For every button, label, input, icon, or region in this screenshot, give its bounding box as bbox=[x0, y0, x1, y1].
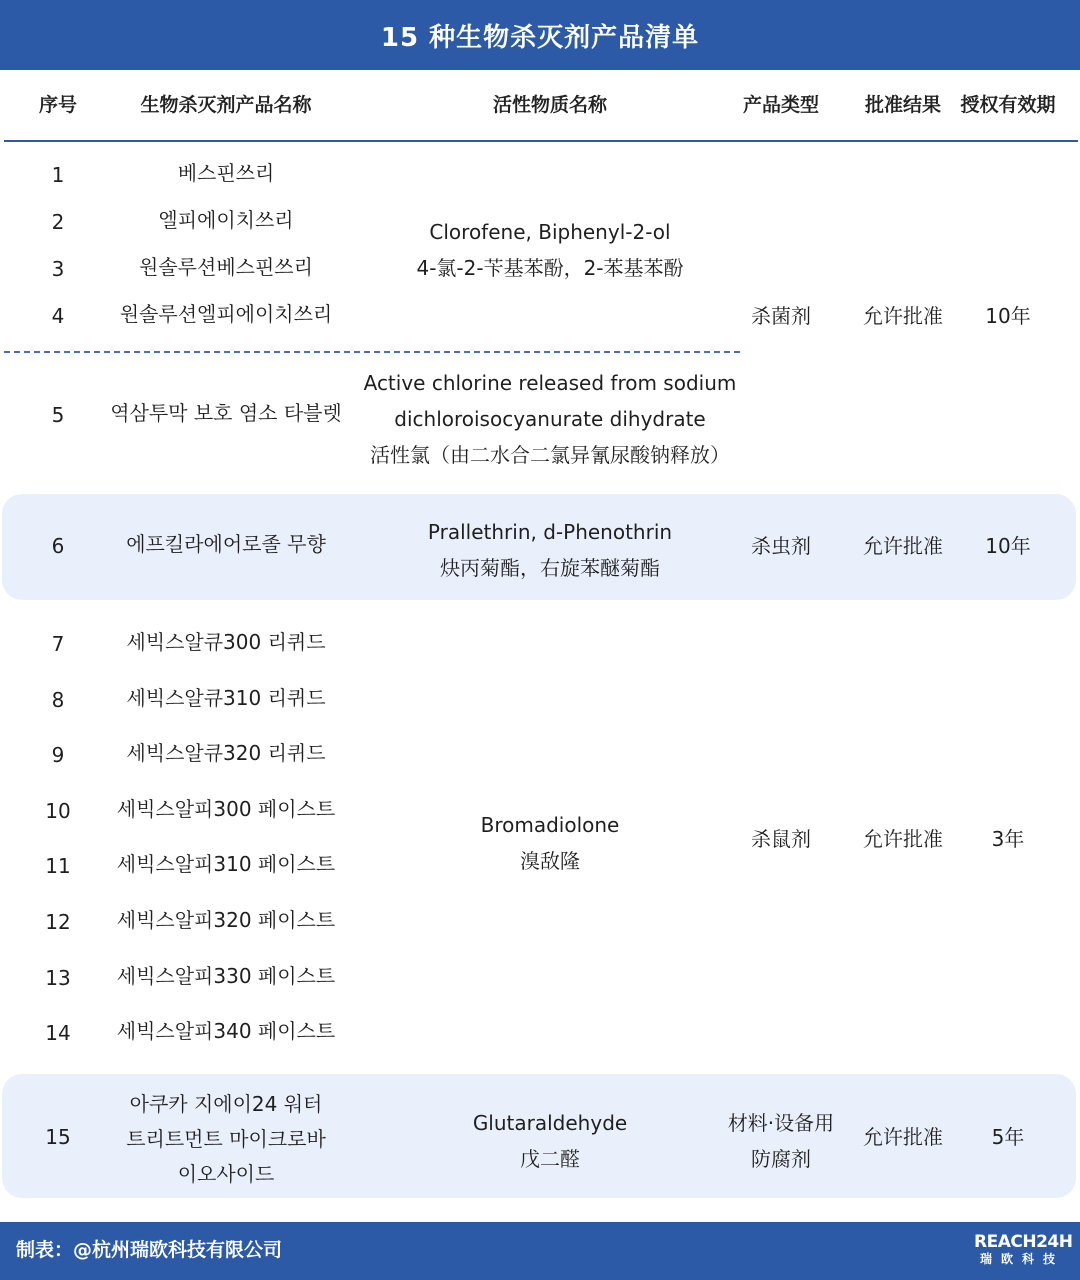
footer-credit: 制表：@杭州瑞欧科技有限公司 bbox=[16, 1239, 283, 1261]
product-name: 에프킬라에어로졸 무향 bbox=[126, 532, 326, 556]
row-no: 9 bbox=[51, 743, 65, 767]
product-type: 杀鼠剂 bbox=[751, 827, 811, 851]
table-header bbox=[0, 70, 1080, 140]
approval-result: 允许批准 bbox=[863, 304, 943, 328]
product-name: 원솔루션엘피에이치쓰리 bbox=[119, 302, 333, 326]
row-no: 1 bbox=[51, 163, 65, 187]
product-name: 원솔루션베스핀쓰리 bbox=[139, 255, 313, 279]
substance-name: 溴敌隆 bbox=[520, 849, 580, 873]
substance-name: 戊二醛 bbox=[520, 1147, 580, 1171]
product-name: 이오사이드 bbox=[177, 1162, 275, 1186]
row-no: 8 bbox=[51, 688, 65, 712]
product-name: 세빅스알큐310 리퀴드 bbox=[126, 686, 326, 710]
row-no: 15 bbox=[45, 1125, 71, 1149]
validity-term: 3年 bbox=[991, 827, 1025, 851]
row-no: 10 bbox=[45, 799, 71, 823]
product-name: 세빅스알피300 페이스트 bbox=[116, 797, 336, 821]
validity-term: 10年 bbox=[985, 534, 1031, 558]
header-divider bbox=[4, 140, 1078, 142]
product-name: 세빅스알피320 페이스트 bbox=[116, 908, 336, 932]
row-no: 12 bbox=[45, 910, 71, 934]
row-no: 7 bbox=[51, 632, 65, 656]
substance-name: Clorofene, Biphenyl-2-ol bbox=[429, 220, 671, 244]
substance-name: Bromadiolone bbox=[480, 813, 620, 837]
header-no: 序号 bbox=[38, 94, 77, 116]
product-type: 杀虫剂 bbox=[751, 534, 811, 558]
substance-name: Prallethrin, d-Phenothrin bbox=[427, 520, 673, 544]
group-divider bbox=[4, 351, 740, 353]
row-no: 2 bbox=[51, 210, 65, 234]
product-name: 베스핀쓰리 bbox=[177, 161, 275, 185]
substance-name: 炔丙菊酯，右旋苯醚菊酯 bbox=[440, 556, 660, 580]
product-name: 아쿠카 지에이24 워터 bbox=[129, 1092, 323, 1116]
approval-result: 允许批准 bbox=[863, 827, 943, 851]
product-type: 材料·设备用 bbox=[727, 1111, 835, 1135]
row-no: 4 bbox=[51, 304, 65, 328]
header-substance: 活性物质名称 bbox=[492, 94, 607, 116]
footer-bar bbox=[0, 1222, 1080, 1280]
row-no: 3 bbox=[51, 257, 65, 281]
table-title: 15 种生物杀灭剂产品清单 bbox=[0, 0, 1080, 70]
header-validity: 授权有效期 bbox=[960, 94, 1056, 116]
product-type: 防腐剂 bbox=[751, 1147, 811, 1171]
row-no: 14 bbox=[45, 1021, 71, 1045]
header-type: 产品类型 bbox=[742, 94, 819, 116]
product-name: 세빅스알피310 페이스트 bbox=[116, 852, 336, 876]
product-name: 세빅스알피340 페이스트 bbox=[116, 1019, 336, 1043]
substance-name: dichloroisocyanurate dihydrate bbox=[394, 407, 706, 431]
header-product: 生物杀灭剂产品名称 bbox=[140, 94, 312, 116]
substance-name: 4-氯-2-苄基苯酚，2-苯基苯酚 bbox=[416, 256, 684, 280]
approval-result: 允许批准 bbox=[863, 534, 943, 558]
substance-name: Active chlorine released from sodium bbox=[363, 371, 737, 395]
logo-sub-text: 瑞欧科技 bbox=[979, 1252, 1064, 1266]
product-name: 세빅스알큐320 리퀴드 bbox=[126, 741, 326, 765]
row-no: 5 bbox=[51, 403, 65, 427]
row-no: 13 bbox=[45, 966, 71, 990]
product-name: 역삼투막 보호 염소 타블렛 bbox=[110, 401, 342, 425]
product-name: 엘피에이치쓰리 bbox=[158, 208, 294, 232]
substance-name: 活性氯（由二水合二氯异氰尿酸钠释放） bbox=[370, 443, 730, 467]
reach24h-logo bbox=[974, 1232, 1073, 1266]
product-name: 세빅스알피330 페이스트 bbox=[116, 964, 336, 988]
product-name: 세빅스알큐300 리퀴드 bbox=[126, 630, 326, 654]
approval-result: 允许批准 bbox=[863, 1125, 943, 1149]
row-no: 11 bbox=[45, 854, 71, 878]
substance-name: Glutaraldehyde bbox=[472, 1111, 628, 1135]
product-name: 트리트먼트 마이크로바 bbox=[126, 1127, 326, 1151]
logo-main-text: REACH24H bbox=[974, 1232, 1073, 1252]
row-no: 6 bbox=[51, 534, 65, 558]
product-type: 杀菌剂 bbox=[751, 304, 811, 328]
validity-term: 5年 bbox=[991, 1125, 1025, 1149]
validity-term: 10年 bbox=[985, 304, 1031, 328]
header-result: 批准结果 bbox=[864, 94, 941, 116]
